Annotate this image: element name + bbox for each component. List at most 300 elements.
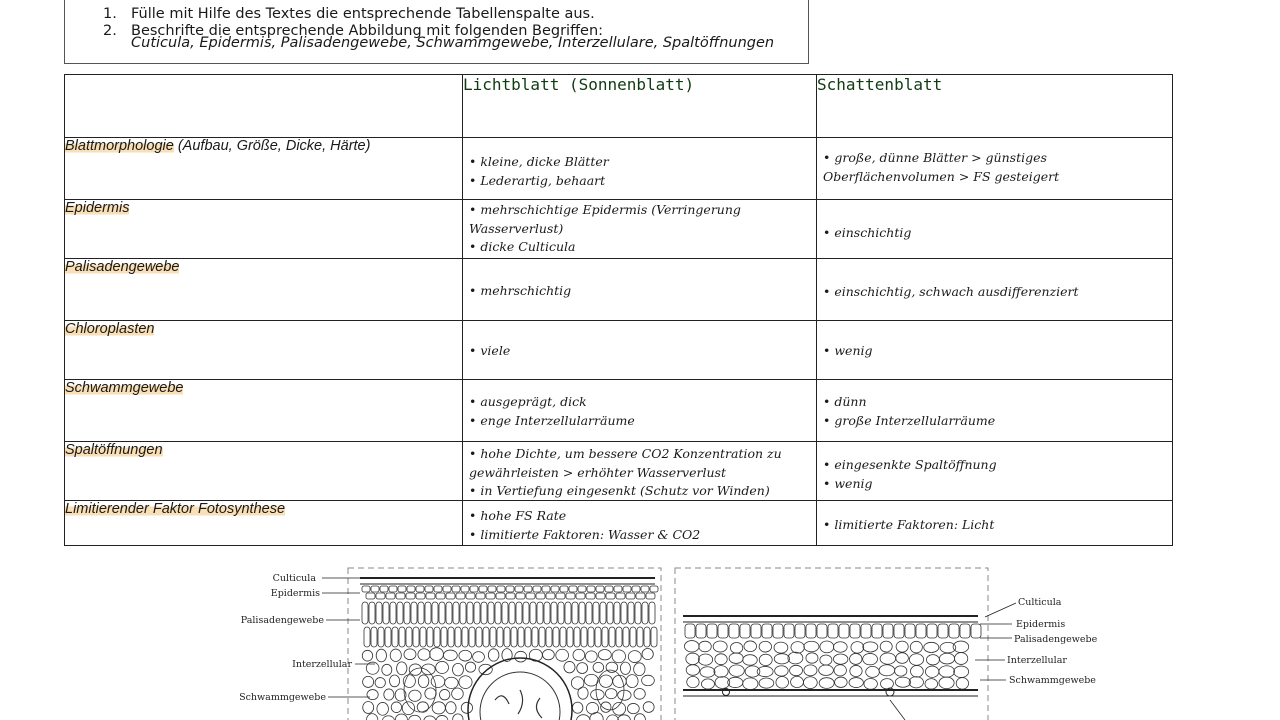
leaf-cell — [397, 662, 407, 675]
leaf-cell — [577, 663, 588, 674]
leaf-cell — [546, 627, 552, 647]
leaf-cell — [600, 602, 606, 624]
shade-cell — [817, 321, 1173, 380]
row-label — [65, 501, 463, 546]
leaf-cell — [628, 651, 641, 663]
leaf-cell — [439, 602, 445, 624]
leaf-cell — [784, 624, 794, 638]
list-item: • wenig — [823, 342, 1166, 361]
label-palisade-right: Palisadengewebe — [1014, 634, 1098, 645]
leaf-cell — [417, 702, 428, 712]
leaf-cell — [567, 627, 573, 647]
label-epidermis-left: Epidermis — [270, 588, 320, 599]
instruction-text: Fülle mit Hilfe des Textes die entsprechende Tabellenspalte aus. — [131, 6, 595, 22]
table-header-row — [65, 75, 1173, 138]
shade-cell — [817, 200, 1173, 259]
leaf-cell — [596, 586, 604, 592]
leaf-cell — [364, 627, 370, 647]
leaf-cell — [581, 627, 587, 647]
leaf-cell — [362, 602, 368, 624]
leaf-cell — [651, 627, 657, 647]
leaf-cell — [642, 602, 648, 624]
leaf-cell — [391, 702, 401, 713]
leaf-cell — [628, 602, 634, 624]
list-item: • große Interzellularräume — [823, 412, 1166, 431]
leaf-cell — [490, 627, 496, 647]
row-label — [65, 138, 463, 200]
row-label-text: Chloroplasten — [65, 321, 155, 337]
leaf-cell — [496, 593, 505, 599]
leaf-cell — [558, 602, 564, 624]
leaf-cell — [687, 676, 699, 687]
leaf-cell — [573, 649, 585, 660]
leaf-cell — [641, 586, 649, 592]
leaf-cell — [476, 627, 482, 647]
leaf-cell — [436, 661, 449, 673]
leaf-cell — [440, 689, 450, 699]
leaf-cell — [599, 675, 612, 687]
leaf-cell — [486, 593, 495, 599]
leaf-cell — [864, 678, 877, 689]
leaf-cell — [773, 624, 783, 638]
leaf-cell — [634, 714, 645, 720]
leaf-cell — [385, 627, 391, 647]
leaf-cell — [606, 715, 618, 720]
leaf-cell — [623, 627, 629, 647]
leaf-cell — [515, 586, 523, 592]
leaf-cell — [729, 653, 743, 663]
leaf-cell — [576, 715, 590, 720]
shade-cell — [817, 138, 1173, 200]
leaf-cell — [612, 650, 625, 663]
leaf-cell — [569, 586, 577, 592]
leaf-cell — [745, 666, 760, 677]
leaf-cell — [564, 661, 575, 672]
label-schwammgewebe-right: Schwammgewebe — [1009, 675, 1096, 686]
list-item: • dicke Culticula — [469, 238, 810, 257]
leaf-cell — [880, 641, 892, 652]
leaf-cell — [565, 602, 571, 624]
leaf-cell — [502, 602, 508, 624]
row-label — [65, 200, 463, 259]
leaf-cell — [420, 627, 426, 647]
leaf-cell — [605, 689, 617, 699]
leaf-cell — [707, 624, 717, 638]
leaf-cell — [613, 675, 627, 687]
list-item: • limitierte Faktoren: Wasser & CO2 — [469, 526, 810, 545]
leaf-cell — [578, 586, 586, 592]
label-culticula-right: Culticula — [1018, 597, 1062, 608]
leaf-cell — [618, 715, 630, 720]
leaf-cell — [525, 627, 531, 647]
leaf-cell — [636, 593, 645, 599]
leaf-cell — [390, 602, 396, 624]
leaf-cell — [399, 627, 405, 647]
leaf-cell — [576, 593, 585, 599]
leaf-cell — [684, 641, 699, 652]
leaf-cell — [927, 624, 937, 638]
leaf-cell — [566, 593, 575, 599]
leaf-cell — [516, 593, 525, 599]
leaf-cell — [445, 677, 459, 688]
leaf-cell — [926, 655, 939, 665]
leaf-cell — [443, 650, 457, 661]
leaf-cell — [574, 627, 580, 647]
leaf-cell — [446, 602, 452, 624]
leaf-cell — [609, 627, 615, 647]
leaf-cell — [371, 627, 377, 647]
leaf-cell — [363, 676, 374, 687]
leaf-cell — [443, 586, 451, 592]
leaf-cell — [452, 586, 460, 592]
leaf-cell — [872, 624, 882, 638]
leaf-cell — [621, 602, 627, 624]
leaf-cell — [481, 602, 487, 624]
leaf-cell — [774, 654, 789, 664]
leaf-cell — [396, 593, 405, 599]
leaf-cell — [411, 602, 417, 624]
leaf-cell — [851, 642, 864, 653]
leaf-cell — [560, 586, 568, 592]
leaf-cell — [700, 667, 715, 677]
leaf-cell — [382, 664, 392, 675]
leaf-cell — [418, 602, 424, 624]
leaf-cell — [542, 586, 550, 592]
shade-cell — [817, 380, 1173, 442]
leaf-cell — [376, 602, 382, 624]
light-cell — [463, 380, 817, 442]
list-item: • dünn — [823, 393, 1166, 412]
row-label-text: Spaltöffnungen — [65, 442, 163, 458]
leaf-cell — [544, 602, 550, 624]
leaf-cell — [488, 602, 494, 624]
leaf-cell — [598, 650, 611, 660]
leaf-cell — [949, 624, 959, 638]
list-item: • ausgeprägt, dick — [469, 393, 810, 412]
list-item: • wenig — [823, 475, 1166, 494]
leaf-cell — [644, 627, 650, 647]
leaf-cell — [416, 593, 425, 599]
leaf-cell — [593, 662, 604, 672]
leaf-cell — [905, 624, 915, 638]
list-item: • mehrschichtige Epidermis (Verringerung — [469, 201, 810, 220]
list-item: Oberflächenvolumen > FS gesteigert — [823, 168, 1060, 184]
light-cell — [463, 200, 817, 259]
leaf-cell — [474, 602, 480, 624]
leaf-cell — [939, 677, 954, 689]
row-label — [65, 442, 463, 501]
leaf-cell — [453, 714, 463, 720]
table-row — [65, 321, 1173, 380]
leaf-cell — [606, 662, 618, 672]
instructions-box — [64, 0, 809, 64]
leaf-cell — [551, 586, 559, 592]
leaf-cell — [686, 665, 699, 676]
leaf-cell — [910, 641, 922, 653]
leaf-cell — [448, 627, 454, 647]
leaf-cell — [646, 593, 655, 599]
leaf-cell — [916, 624, 926, 638]
leaf-cell — [596, 593, 605, 599]
leaf-cell — [461, 702, 472, 713]
leaf-cell — [602, 627, 608, 647]
table-row — [65, 380, 1173, 442]
leaf-cell — [593, 602, 599, 624]
table-row — [65, 501, 1173, 546]
leaf-diagrams — [0, 552, 1280, 720]
row-label-text: Palisadengewebe — [65, 259, 180, 275]
leaf-cell — [643, 702, 654, 713]
leaf-cell — [630, 627, 636, 647]
leaf-cell — [441, 627, 447, 647]
leaf-cell — [849, 678, 863, 688]
table-row — [65, 442, 1173, 501]
leaf-cell — [453, 602, 459, 624]
leaf-cell — [434, 627, 440, 647]
leaf-cell — [422, 664, 436, 675]
leaf-cell — [556, 649, 569, 661]
leaf-cell — [398, 586, 406, 592]
leaf-cell — [425, 602, 431, 624]
leaf-cell — [776, 677, 789, 689]
leaf-cell — [634, 663, 645, 676]
leaf-cell — [362, 650, 372, 661]
leaf-cell — [835, 677, 847, 687]
leaf-cell — [432, 602, 438, 624]
label-culticula-left: Culticula — [272, 573, 316, 584]
light-cell — [463, 259, 817, 321]
leaf-cell — [795, 624, 805, 638]
table-row — [65, 200, 1173, 259]
shade-cell — [817, 442, 1173, 501]
leaf-cell — [406, 593, 415, 599]
leaf-cell — [436, 715, 448, 720]
leaf-cell — [634, 688, 645, 699]
leaf-cell — [866, 666, 880, 677]
leaf-cell — [806, 624, 816, 638]
table-row — [65, 138, 1173, 200]
leaf-cell — [367, 690, 378, 700]
leaf-cell — [790, 665, 803, 675]
leaf-cell — [418, 649, 430, 660]
leaf-cell — [453, 663, 464, 675]
list-item: gewährleisten > erhöhter Wasserverlust — [469, 464, 726, 480]
leaf-cell — [532, 627, 538, 647]
leaf-cell — [390, 675, 400, 687]
leaf-cell — [740, 624, 750, 638]
leaf-cell — [395, 714, 407, 720]
label-schwammgewebe-left: Schwammgewebe — [239, 692, 326, 703]
list-item: • Lederartig, behaart — [469, 172, 810, 191]
leaf-cell — [397, 602, 403, 624]
leaf-cell — [406, 627, 412, 647]
list-item: • eingesenkte Spaltöffnung — [823, 456, 1166, 475]
leaf-cell — [380, 586, 388, 592]
leaf-cell — [614, 586, 622, 592]
leaf-cell — [696, 624, 706, 638]
leaf-cell — [626, 593, 635, 599]
leaf-cell — [828, 624, 838, 638]
list-item: • in Vertiefung eingesenkt (Schutz vor Winden) — [469, 482, 810, 501]
leaf-cell — [446, 593, 455, 599]
shade-cell — [817, 259, 1173, 321]
leaf-cell — [614, 602, 620, 624]
leaf-cell — [425, 688, 436, 699]
leaf-cell — [686, 653, 700, 665]
leaf-cell — [467, 602, 473, 624]
leaf-cell — [911, 666, 924, 678]
leaf-cell — [960, 624, 970, 638]
leaf-cell — [363, 702, 374, 714]
leaf-cell — [863, 653, 878, 664]
leaf-cell — [407, 586, 415, 592]
leaf-cell — [743, 655, 757, 665]
row-label-text: Limitierender Faktor Fotosynthese — [65, 501, 286, 517]
list-item: • limitierte Faktoren: Licht — [823, 516, 1166, 535]
leaf-cell — [409, 664, 421, 675]
list-item: Wasserverlust) — [469, 220, 564, 236]
leaf-cell — [506, 586, 514, 592]
leaf-cell — [384, 689, 394, 700]
label-interzellular-right: Interzellular — [1007, 655, 1067, 666]
leaf-cell — [925, 666, 938, 677]
row-label — [65, 259, 463, 321]
leaf-cell — [425, 586, 433, 592]
leaf-cell — [455, 627, 461, 647]
leaf-cell — [416, 586, 424, 592]
leaf-cell — [819, 665, 834, 675]
leaf-cell — [456, 593, 465, 599]
leaf-cell — [362, 586, 370, 592]
leaf-cell — [466, 593, 475, 599]
leaf-cell — [579, 602, 585, 624]
row-label — [65, 380, 463, 442]
leaf-cell — [820, 641, 834, 653]
leaf-cell — [586, 593, 595, 599]
header-empty — [65, 75, 463, 138]
leaf-cell — [537, 602, 543, 624]
leaf-cell — [699, 641, 711, 652]
leaf-cell — [850, 653, 862, 664]
leaf-cell — [536, 593, 545, 599]
leaf-cell — [504, 627, 510, 647]
leaf-cell — [497, 627, 503, 647]
leaf-cell — [578, 687, 588, 699]
leaf-cell — [896, 653, 909, 664]
leaf-cell — [461, 586, 469, 592]
leaf-cell — [834, 665, 846, 676]
leaf-cell — [409, 690, 421, 701]
leaf-cell — [460, 602, 466, 624]
leaf-cell — [626, 675, 638, 688]
leaf-cell — [473, 652, 485, 663]
leaf-cell — [459, 650, 472, 661]
leaf-cell — [896, 641, 908, 652]
leaf-cell — [369, 602, 375, 624]
row-label-extra: (Aufbau, Größe, Dicke, Härte) — [173, 138, 371, 154]
leaf-cell — [539, 627, 545, 647]
leaf-cell — [446, 702, 457, 714]
list-item: • enge Interzellularräume — [469, 412, 810, 431]
leaf-cell — [820, 655, 832, 665]
leaf-cell — [465, 662, 475, 672]
leaf-cell — [791, 642, 804, 653]
leaf-cell — [804, 641, 819, 652]
leaf-cell — [382, 716, 394, 720]
leaf-cell — [572, 702, 582, 713]
leaf-cell — [392, 627, 398, 647]
leaf-cell — [880, 653, 896, 664]
leaf-cell — [863, 642, 878, 652]
leaf-cell — [620, 662, 630, 674]
leaf-cell — [924, 642, 939, 652]
leaf-cell — [595, 627, 601, 647]
leaf-cell — [751, 624, 761, 638]
leaf-cell — [515, 651, 527, 662]
leaf-cell — [956, 678, 968, 689]
label-interzellular-left: Interzellular — [292, 659, 352, 670]
leaf-cell — [426, 593, 435, 599]
leaf-cell — [389, 586, 397, 592]
leaf-cell — [509, 602, 515, 624]
leaf-cell — [627, 703, 639, 713]
leaf-cell — [366, 593, 375, 599]
leaf-cell — [430, 648, 444, 661]
leaf-cell — [404, 649, 416, 660]
leaf-cell — [586, 602, 592, 624]
leaf-cell — [804, 665, 817, 676]
comparison-table — [64, 74, 1173, 546]
list-item: • viele — [469, 342, 810, 361]
leaf-cell — [585, 651, 597, 662]
leaf-cell — [774, 642, 788, 653]
leaf-cell — [649, 602, 655, 624]
leaf-cell — [427, 627, 433, 647]
leaf-cell — [715, 654, 727, 665]
leaf-cell — [404, 602, 410, 624]
leaf-cell — [462, 627, 468, 647]
leaf-cell — [833, 654, 847, 664]
leaf-cell — [476, 593, 485, 599]
leaf-cell — [606, 593, 615, 599]
leaf-cell — [971, 624, 981, 638]
leaf-cell — [729, 665, 744, 677]
leaf-cell — [895, 677, 910, 687]
list-item: • große, dünne Blätter > günstiges — [823, 149, 1166, 168]
leaf-cell — [955, 653, 968, 665]
leaf-cell — [618, 690, 631, 700]
light-cell — [463, 138, 817, 200]
leaf-cell — [402, 702, 414, 715]
leaf-cell — [788, 652, 803, 664]
leaf-cell — [642, 649, 653, 660]
leaf-cell — [650, 586, 658, 592]
leaf-cell — [533, 586, 541, 592]
leaf-cell — [775, 666, 789, 676]
leaf-cell — [803, 677, 817, 689]
leaf-cell — [701, 679, 714, 689]
label-epidermis-right: Epidermis — [1016, 619, 1066, 630]
leaf-cell — [418, 675, 428, 688]
leaf-cell — [718, 624, 728, 638]
label-palisade-left: Palisadengewebe — [240, 615, 324, 626]
leaf-cell — [424, 716, 436, 720]
instruction-number: 2. — [103, 23, 117, 39]
leaf-cell — [806, 653, 818, 663]
row-label-text: Schwammgewebe — [65, 380, 184, 396]
leaf-cell — [817, 624, 827, 638]
leaf-cell — [551, 602, 557, 624]
